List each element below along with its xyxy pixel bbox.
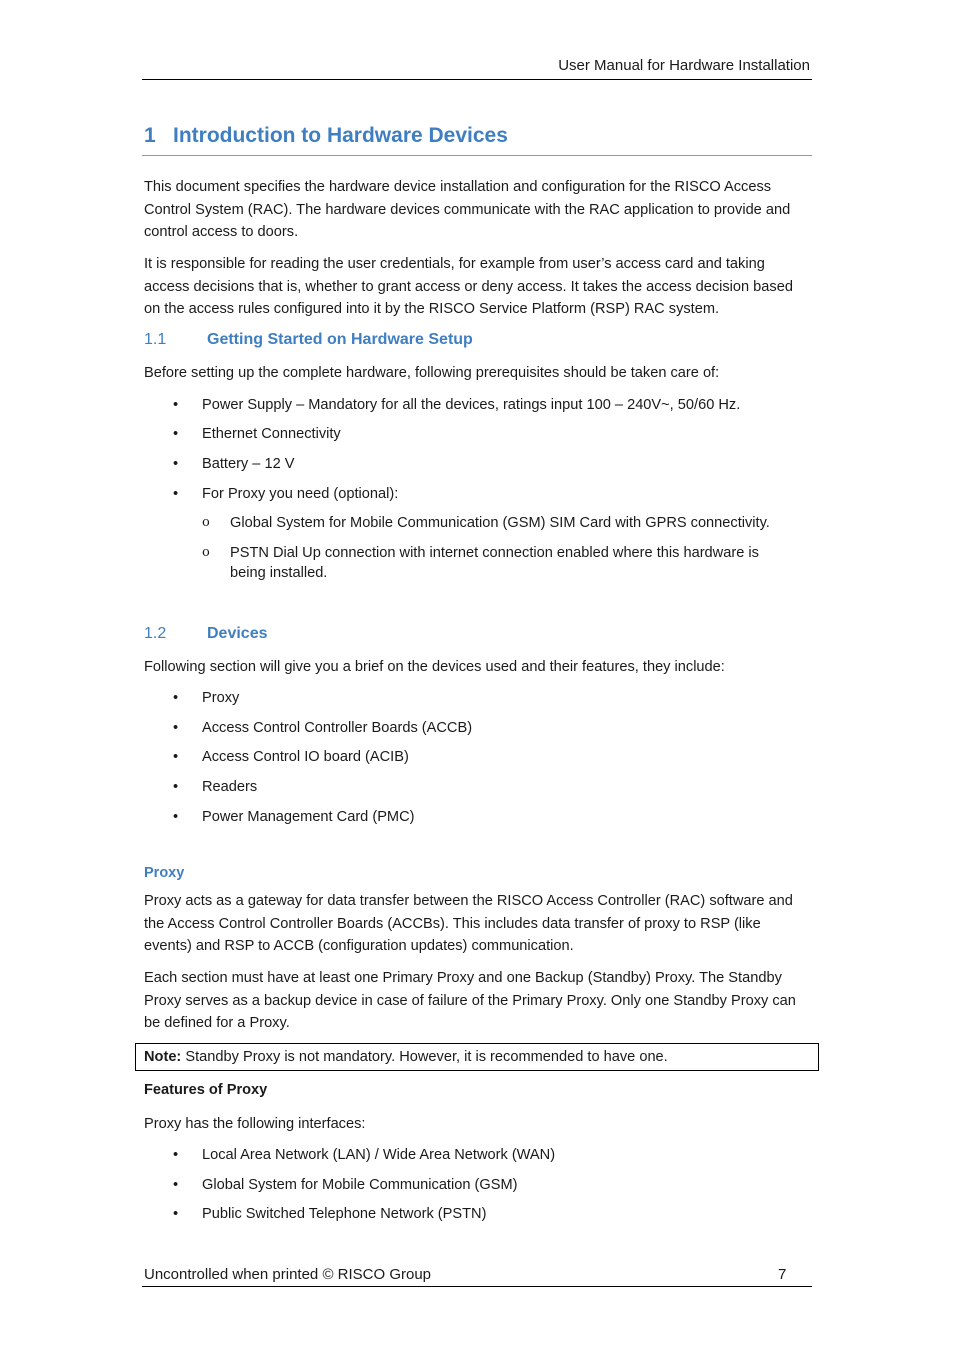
features-heading: Features of Proxy — [144, 1082, 268, 1098]
chapter-heading — [144, 124, 508, 148]
list-item — [173, 718, 472, 738]
section-title: Getting Started on Hardware Setup — [207, 331, 473, 348]
footer-text: Uncontrolled when printed © RISCO Group — [144, 1266, 432, 1283]
bullet-icon: • — [173, 397, 179, 413]
proxy-heading: Proxy — [144, 865, 185, 881]
list-item-text: Proxy — [202, 690, 240, 706]
sub-bullet-icon: o — [202, 545, 210, 560]
bullet-icon: • — [173, 779, 179, 795]
proxy-paragraph-1: Proxy acts as a gateway for data transfer between the RISCO Access Controller (RAC) software and the Access Control Controller Boards (ACCBs). This includes data transfer of proxy to RSP (like events) and RSP to ACCB (configuration updates) communication. — [144, 893, 793, 955]
sub-list-item — [202, 543, 792, 583]
list-item — [173, 454, 294, 474]
bullet-icon: • — [173, 456, 179, 472]
section-title: Devices — [207, 625, 268, 642]
list-item — [173, 484, 398, 504]
running-header: User Manual for Hardware Installation — [558, 57, 810, 74]
list-item — [173, 688, 239, 708]
header-rule — [142, 79, 812, 80]
sub-list-item-text: PSTN Dial Up connection with internet connection enabled where this hardware is being installed. — [230, 545, 759, 581]
list-item-text: Readers — [202, 779, 258, 795]
bullet-icon: • — [173, 690, 179, 706]
list-item — [173, 807, 415, 827]
list-item-text: Local Area Network (LAN) / Wide Area Network (WAN) — [202, 1147, 556, 1163]
list-item-text: Power Management Card (PMC) — [202, 809, 415, 825]
chapter-title: Introduction to Hardware Devices — [173, 124, 508, 147]
list-item-text: Power Supply – Mandatory for all the devices, ratings input 100 – 240V~, 50/60 Hz. — [202, 397, 741, 413]
devices-intro: Following section will give you a brief on the devices used and their features, they include: — [144, 659, 725, 675]
page-number: 7 — [778, 1266, 787, 1283]
chapter-number: 1 — [144, 124, 156, 147]
section-heading-1-2 — [144, 625, 268, 643]
intro-paragraph-2: It is responsible for reading the user credentials, for example from user’s access card and taking access decisions that is, whether to grant access or deny access. It takes the access decision based on the access rules configured into it by the RISCO Service Platform (RSP) RAC system. — [144, 256, 793, 318]
list-item — [173, 777, 257, 797]
note-label: Note: — [144, 1049, 182, 1065]
list-item-text: For Proxy you need (optional): — [202, 486, 399, 502]
sub-bullet-icon: o — [202, 515, 210, 530]
bullet-icon: • — [173, 720, 179, 736]
bullet-icon: • — [173, 486, 179, 502]
list-item — [173, 395, 740, 415]
bullet-icon: • — [173, 426, 179, 442]
list-item-text: Public Switched Telephone Network (PSTN) — [202, 1206, 487, 1222]
list-item — [173, 1145, 555, 1165]
section-heading-1-1 — [144, 331, 473, 349]
list-item — [173, 747, 409, 767]
bullet-icon: • — [173, 1206, 179, 1222]
list-item — [173, 424, 341, 444]
list-item-text: Access Control Controller Boards (ACCB) — [202, 720, 473, 736]
bullet-icon: • — [173, 749, 179, 765]
features-intro: Proxy has the following interfaces: — [144, 1116, 366, 1132]
list-item-text: Ethernet Connectivity — [202, 426, 341, 442]
proxy-paragraph-2: Each section must have at least one Primary Proxy and one Backup (Standby) Proxy. The Standby Proxy serves as a backup device in case of failure of the Primary Proxy. Only one Standby Proxy can be defined for a Proxy. — [144, 970, 796, 1032]
note-box — [135, 1043, 819, 1071]
intro-paragraph-1: This document specifies the hardware device installation and configuration for the RISCO Access Control System (RAC). The hardware devices communicate with the RAC application to provide and control access to doors. — [144, 179, 791, 241]
list-item-text: Battery – 12 V — [202, 456, 295, 472]
list-item — [173, 1204, 486, 1224]
note-text: Standby Proxy is not mandatory. However, it is recommended to have one. — [181, 1049, 668, 1065]
prerequisites-intro: Before setting up the complete hardware, following prerequisites should be taken care of: — [144, 365, 720, 381]
section-number: 1.1 — [144, 331, 167, 348]
list-item — [173, 1175, 517, 1195]
sub-list-item-text: Global System for Mobile Communication (GSM) SIM Card with GPRS connectivity. — [230, 515, 770, 531]
bullet-icon: • — [173, 1177, 179, 1193]
section-number: 1.2 — [144, 625, 167, 642]
list-item-text: Global System for Mobile Communication (GSM) — [202, 1177, 518, 1193]
sub-list-item — [202, 513, 792, 533]
chapter-rule — [142, 155, 812, 156]
footer-rule — [142, 1286, 812, 1287]
bullet-icon: • — [173, 1147, 179, 1163]
list-item-text: Access Control IO board (ACIB) — [202, 749, 409, 765]
bullet-icon: • — [173, 809, 179, 825]
